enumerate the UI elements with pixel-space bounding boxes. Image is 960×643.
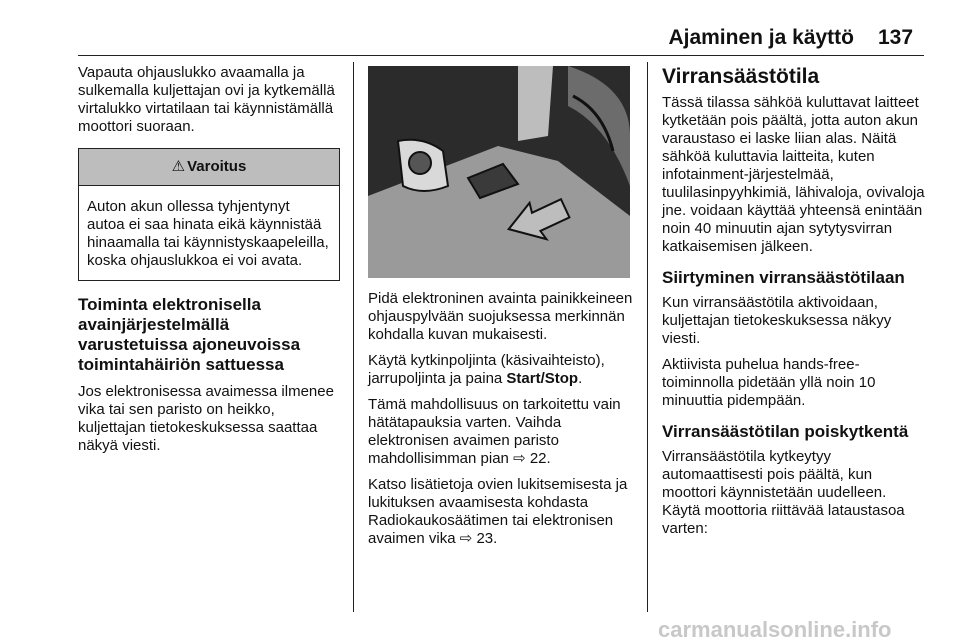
page-ref-22[interactable]: 22. [529, 450, 551, 467]
section-paragraph: Jos elektronisessa avaimessa ilmenee vika tai sen paristo on heikko, kuljettajan tietokeskuksessa saattaa näkyä viesti. [78, 383, 334, 454]
page-ref-icon: ⇨ [513, 450, 526, 467]
section-heading: Toiminta elektronisella avainjärjestelmällä varustetuissa ajoneuvoissa toimintahäiriön sattuessa [78, 295, 301, 374]
section-title: Virransäästötila [662, 65, 820, 88]
page-ref-23[interactable]: 23. [476, 530, 498, 547]
column-3 [662, 64, 926, 546]
column-2 [368, 64, 634, 556]
instruction-paragraph-4 [368, 476, 634, 548]
subheading-2: Virransäästötilan poiskytkentä [662, 422, 909, 441]
watermark: carmanualsonline.info [658, 617, 892, 642]
header-rule [78, 55, 924, 56]
steering-column-illustration [368, 66, 630, 278]
column-divider-1 [353, 62, 354, 612]
p2-text: Käytä kytkinpoljinta (käsivaihteisto), jarrupoljinta ja paina [368, 352, 605, 387]
instruction-paragraph-3 [368, 396, 634, 468]
instruction-paragraph-1: Pidä elektroninen avainta painikkeineen ohjauspylvään suojuksessa merkinnän kohdalla kuvan mukaisesti. [368, 290, 633, 343]
warning-icon: ⚠ [171, 158, 186, 175]
section-paragraph-1: Tässä tilassa sähköä kuluttavat laitteet kytketään pois päältä, jotta auton akun varaustaso ei laske liian alas. Näitä sähköä kuluttavia laitteita, kuten infotainment-järjestelmää, tuulilasinpyyhkimiä, lähivaloja, ovivaloja jne. voidaan käyttää yhteensä enintään noin 40 minuutin ajan sytytysvirran katkaisemisen jälkeen. [662, 94, 925, 255]
start-stop-label: Start/Stop [506, 370, 579, 387]
subheading-1: Siirtyminen virransäästötilaan [662, 268, 905, 287]
warning-title: Varoitus [187, 158, 247, 175]
column-divider-2 [647, 62, 648, 612]
section-paragraph-2: Kun virransäästötila aktivoidaan, kuljettajan tietokeskuksessa näkyy viesti. [662, 294, 892, 347]
p4-text: Katso lisätietoja ovien lukitsemisesta ja lukituksen avaamisesta kohdasta Radiokaukosäätimen tai elektronisen avaimen vika [368, 476, 628, 547]
warning-box [78, 148, 340, 281]
instruction-paragraph-2 [368, 352, 634, 388]
section-paragraph-4: Virransäästötila kytkeytyy automaattisesti pois päältä, kun moottori käynnistetään uudelleen. Käytä moottoria riittävää lataustasoa varten: [662, 448, 905, 537]
p2-end: . [578, 370, 583, 387]
warning-header [79, 149, 339, 186]
steering-column-figure [368, 66, 630, 278]
intro-paragraph: Vapauta ohjauslukko avaamalla ja sulkemalla kuljettajan ovi ja kytkemällä virtalukko virtatilaan tai käynnistämällä moottori suoraan. [78, 64, 335, 135]
page-header [0, 0, 960, 56]
p3-text: Tämä mahdollisuus on tarkoitettu vain hätätapauksia varten. Vaihda elektronisen avaimen paristo mahdollisimman pian [368, 396, 621, 467]
warning-text: Auton akun ollessa tyhjentynyt autoa ei saa hinata eikä käynnistää hinaamalla tai käynnistyskaapeleilla, koska ohjauslukkoa ei voi avata. [87, 198, 329, 269]
section-paragraph-3: Aktiivista puhelua hands-free-toiminnolla pidetään yllä noin 10 minuuttia pidempään. [662, 356, 876, 409]
header-title: Ajaminen ja käyttö [668, 26, 854, 49]
column-1 [78, 64, 340, 463]
page-number: 137 [878, 26, 914, 49]
page-ref-icon: ⇨ [459, 530, 473, 547]
